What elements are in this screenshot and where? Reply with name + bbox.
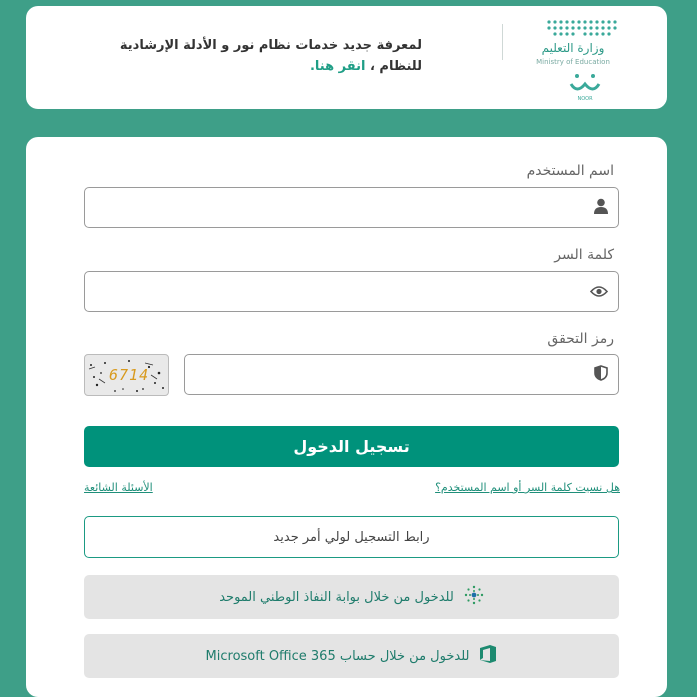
username-label: اسم المستخدم <box>526 163 614 179</box>
ministry-logo <box>529 12 641 104</box>
password-field[interactable] <box>84 271 619 312</box>
user-icon <box>594 198 608 218</box>
office365-login-button[interactable] <box>84 634 619 678</box>
login-button[interactable]: تسجيل الدخول <box>84 426 619 467</box>
nafath-logo-icon <box>464 585 484 609</box>
username-field[interactable] <box>84 187 619 228</box>
faq-link[interactable]: الأسئلة الشائعة <box>84 481 153 494</box>
info-line-2: للنظام ، <box>369 59 422 74</box>
info-card <box>26 6 667 109</box>
captcha-code: 6714 <box>109 366 150 384</box>
logo-arabic-text: وزارة التعليم <box>541 41 605 55</box>
shield-icon <box>594 365 608 385</box>
nafath-login-label: للدخول من خلال بوابة النفاذ الوطني الموحد <box>219 589 454 605</box>
password-input[interactable] <box>93 278 577 306</box>
captcha-input[interactable] <box>193 361 577 389</box>
eye-icon[interactable] <box>590 282 608 301</box>
captcha-label: رمز التحقق <box>547 331 614 347</box>
info-line-1: لمعرفة جديد خدمات نظام نور و الأدلة الإرشادية <box>119 38 422 53</box>
office365-login-label: للدخول من خلال حساب Microsoft Office 365 <box>205 648 470 664</box>
office-365-icon <box>479 644 497 668</box>
forgot-credentials-link[interactable]: هل نسيت كلمة السر أو اسم المستخدم؟ <box>435 481 620 494</box>
logo-noor-text: NOOR <box>577 96 593 102</box>
info-text <box>92 35 422 77</box>
header-divider <box>502 24 503 60</box>
register-guardian-button[interactable]: رابط التسجيل لولي أمر جديد <box>84 516 619 558</box>
nafath-login-button[interactable] <box>84 575 619 619</box>
logo-english-text: Ministry of Education <box>536 58 610 66</box>
login-card <box>26 137 667 697</box>
username-input[interactable] <box>93 194 577 222</box>
captcha-image[interactable] <box>84 354 169 396</box>
captcha-field[interactable] <box>184 354 619 395</box>
password-label: كلمة السر <box>554 247 614 263</box>
click-here-link[interactable]: انقر هنا. <box>309 59 366 74</box>
